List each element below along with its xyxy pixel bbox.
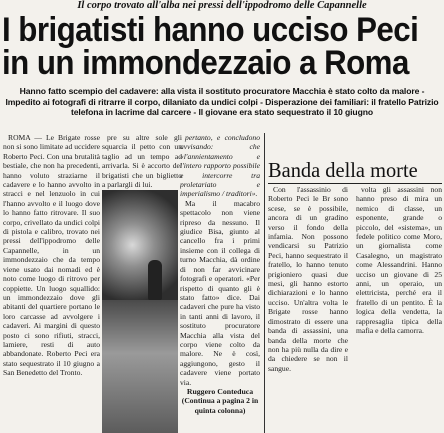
editorial-column-1-text: Con l'assassinio di Roberto Peci le Br sono scese, se è possibile, ancora di un gradino verso il fondo della infamia. Non possono vendicarsi su Patrizio Peci, hanno sequestrato il fratello, lo hanno tenuto prigioniero quasi due mesi, gli hanno estorto dichiarazioni e lo hanno ucciso. Un'altra volta le Brigate rosse hanno dimostrato di essere una banda di assassini, una banda della morte che non ha più nulla da dire e da chiedere se non il sangue.: [268, 185, 348, 373]
kicker: Il corpo trovato all'alba nei pressi dell'ippodromo delle Capannelle: [77, 0, 367, 11]
editorial-column-2: [356, 185, 442, 433]
news-photo: [102, 190, 178, 433]
headline-line-2: in un immondezzaio a Roma: [2, 44, 409, 82]
editorial-column-2-text: volta gli assassini non hanno preso di mira un nemico di classe, un esponente, grande o piccolo, del «sistema», un fedele politico come Moro, un giornalista come Casalegno, un magistrato come Alessandrini. Hanno ucciso un giovane di 25 anni, un operaio, un elettricista, perché era il fratello di un pentito. È la logica della vendetta, la rappresaglia tipica della mafia e della camorra.: [356, 185, 442, 336]
photo-figure: [148, 260, 162, 300]
article-column-2: [102, 133, 182, 193]
editorial-column-1: [268, 185, 348, 433]
photo-ground: [102, 300, 178, 433]
continue-note: (Continua a pagina 2 in quinta colonna): [181, 396, 259, 415]
byline: Ruggero Conteduca: [186, 386, 254, 396]
column-2-text: pre su altre sole gli squarcia il petto con un taglio ad un tempo ad arrivarla. Si è accorto dei brigatisti che un biglietto a parlargli di lui.: [102, 133, 182, 190]
column-3-quote: pertanto, e concludono avvisando: che «l'annientamento e l'intero rapporto possibile e intercorre tra proletariato e imperialismo / traditori».: [180, 133, 260, 199]
headline: [2, 11, 419, 82]
headline-line-1: I brigatisti hanno ucciso Peci: [2, 11, 419, 49]
photo-foliage: [102, 190, 178, 300]
subhead: Hanno fatto scempio del cadavere: alla vista il sostituto procuratore Macchia è stato colto da malore - Impedito ai fotografi di ritrarre il corpo, dilaniato da undici colpi - Disperazione dei familiari: il fratello Patrizio telefona in lacrime dal carcere - Il giovane era stato sequestrato il 10 giugno: [5, 86, 439, 117]
article-column-1: [3, 133, 100, 433]
article-column-3: [180, 133, 260, 433]
editorial-title: Banda della morte: [268, 158, 418, 182]
column-3-text: Ma il macabro spettacolo non viene ripreso da nessuno. Il giudice Bisa, giunto al cancello fra i primi insieme con il collega di turno Macchia, dà ordine di non far avvicinare fotografi e operatori. «Per rispetto di quanto gli è stato fatto» dice. Dai cadaveri che pure ha visto in tanti anni di lavoro, il sostituto procuratore Macchia alla vista del corpo viene colto da malore. Ne è così, aggiungono, gesto il cadavere viene portato via.: [180, 198, 260, 387]
column-1-text: ROMA — Le Brigate rosse non si sono limitate ad uccidere Roberto Peci. Con una brutalità bestiale, che non ha precedenti, hanno voluto straziarne il cadavere e lo hanno avvolto in stracci e nel lenzuolo in cui l'hanno avvolto e il luogo dove lo hanno fatto ritrovare. Il suo corpo, crivellato da undici colpi di pistola e calibro, trovato nei pressi dell'ippodromo delle Capannelle, in un immondezzaio che da tempo viene usato dai nomadi ed è noto come luogo di ritrovo per coppiette. Un luogo squallido: un immondezzaio dove gli abitanti del quartiere portano le loro carcasse ad avvolgere i cadaveri. Ai margini di questo posto ci sono rifiuti, stracci, lamiere, resti di auto abbandonate. Roberto Peci era stato sequestrato il 10 giugno a San Benedetto del Tronto.: [3, 133, 100, 378]
column-divider: [264, 133, 265, 433]
editorial-rule: [268, 183, 442, 184]
